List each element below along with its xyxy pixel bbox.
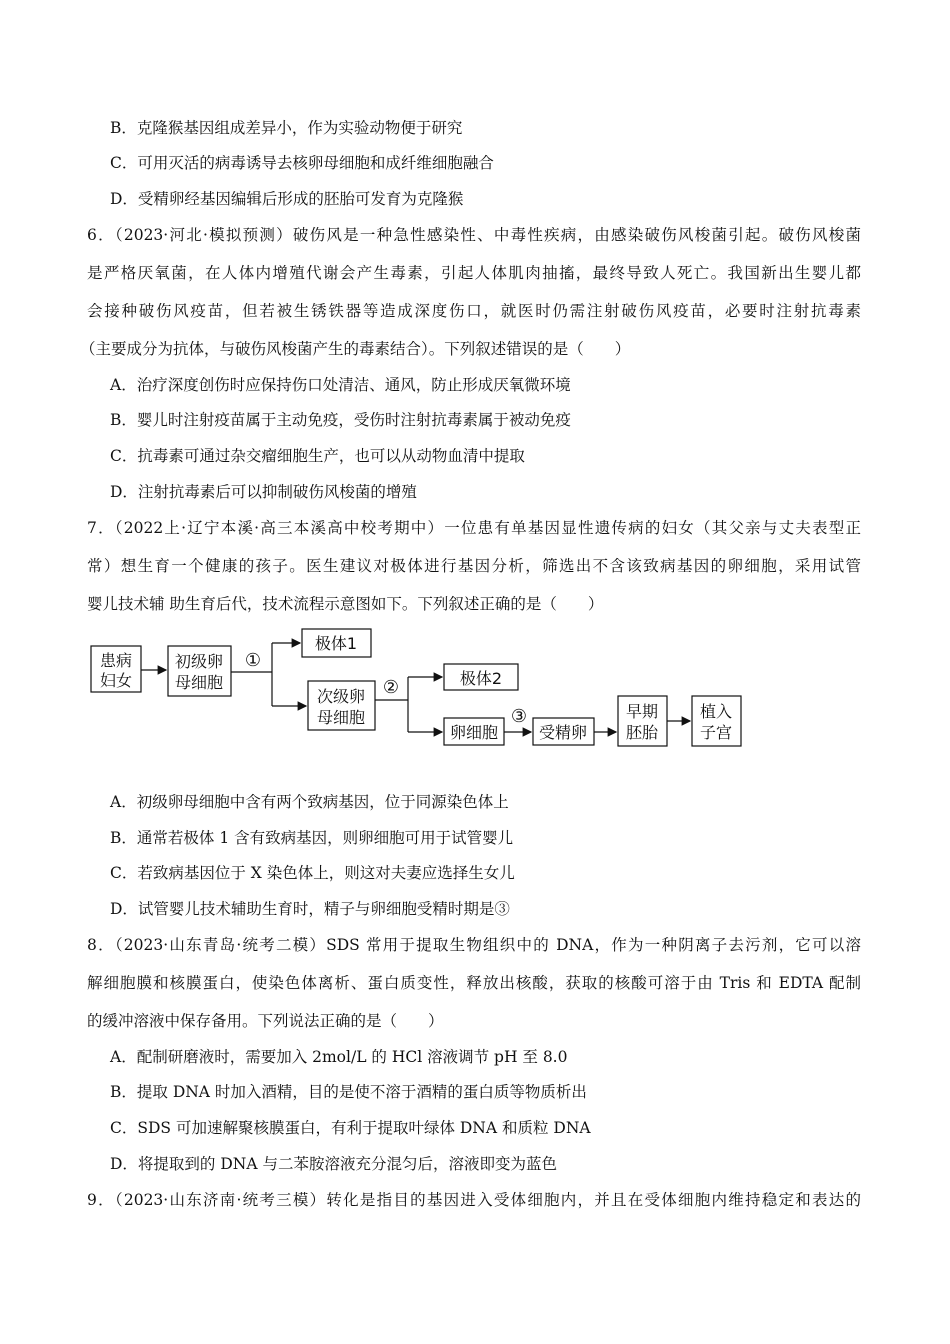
egg-label: 卵细胞 — [449, 723, 499, 742]
q8-option-c: C．SDS 可加速解聚核膜蛋白，有利于提取叶绿体 DNA 和质粒 DNA — [110, 1119, 591, 1137]
q6-option-d: D．注射抗毒素后可以抑制破伤风梭菌的增殖 — [110, 483, 417, 501]
patient-label-2: 妇女 — [99, 671, 133, 690]
polar-body-1-label: 极体1 — [314, 634, 358, 653]
secondary-oocyte-label-2: 母细胞 — [316, 708, 366, 727]
q6-stem-line2: 是严格厌氧菌，在人体内增殖代谢会产生毒素，引起人体肌肉抽搐，最终导致人死亡。我国新出生婴儿都 — [87, 264, 861, 282]
q7-option-b: B．通常若极体 1 含有致病基因，则卵细胞可用于试管婴儿 — [110, 829, 514, 847]
primary-oocyte-label-1: 初级卵 — [174, 652, 224, 671]
q5-option-c: C．可用灭活的病毒诱导去核卵母细胞和成纤维细胞融合 — [110, 154, 494, 172]
early-embryo-label-2: 胚胎 — [625, 723, 659, 742]
step-1-marker: ① — [244, 650, 262, 671]
fertilized-egg-label: 受精卵 — [538, 723, 588, 742]
implant-label-1: 植入 — [699, 702, 733, 721]
q7-option-d: D．试管婴儿技术辅助生育时，精子与卵细胞受精时期是③ — [110, 900, 510, 918]
q6-option-c: C．抗毒素可通过杂交瘤细胞生产，也可以从动物血清中提取 — [110, 447, 525, 465]
q5-option-d: D．受精卵经基因编辑后形成的胚胎可发育为克隆猴 — [110, 190, 464, 208]
q8-stem-line2: 解细胞膜和核膜蛋白，使染色体离析、蛋白质变性，释放出核酸，获取的核酸可溶于由 Tris 和 EDTA 配制 — [87, 974, 861, 992]
q7-option-a: A．初级卵母细胞中含有两个致病基因，位于同源染色体上 — [110, 793, 509, 811]
patient-label-1: 患病 — [99, 651, 133, 670]
early-embryo-label-1: 早期 — [625, 702, 659, 721]
q6-stem-line1: 6．（2023·河北·模拟预测）破伤风是一种急性感染性、中毒性疾病，由感染破伤风梭菌引起。破伤风梭菌 — [87, 226, 861, 244]
q6-stem-line3: 会接种破伤风疫苗，但若被生锈铁器等造成深度伤口，就医时仍需注射破伤风疫苗，必要时注射抗毒素 — [87, 302, 861, 320]
q7-stem-line3: 婴儿技术辅 助生育后代，技术流程示意图如下。下列叙述正确的是（ ） — [87, 595, 604, 613]
q7-option-c: C．若致病基因位于 X 染色体上，则这对夫妻应选择生女儿 — [110, 864, 515, 882]
secondary-oocyte-label-1: 次级卵 — [316, 687, 366, 706]
q6-stem-line4: （主要成分为抗体，与破伤风梭菌产生的毒素结合）。下列叙述错误的是（ ） — [80, 340, 631, 358]
step-3-marker: ③ — [510, 706, 528, 727]
implant-label-2: 子宫 — [699, 723, 733, 742]
ivf-flow-diagram — [88, 628, 768, 753]
q7-stem-line2: 常）想生育一个健康的孩子。医生建议对极体进行基因分析，筛选出不含该致病基因的卵细胞，采用试管 — [87, 557, 861, 575]
q8-option-a: A．配制研磨液时，需要加入 2mol/L 的 HCl 溶液调节 pH 至 8.0 — [110, 1048, 568, 1066]
q8-option-d: D．将提取到的 DNA 与二苯胺溶液充分混匀后，溶液即变为蓝色 — [110, 1155, 557, 1173]
q6-option-b: B．婴儿时注射疫苗属于主动免疫，受伤时注射抗毒素属于被动免疫 — [110, 411, 571, 429]
q6-option-a: A．治疗深度创伤时应保持伤口处清洁、通风，防止形成厌氧微环境 — [110, 376, 571, 394]
step-2-marker: ② — [382, 677, 400, 698]
primary-oocyte-label-2: 母细胞 — [174, 673, 224, 692]
q9-stem-line1: 9．（2023·山东济南·统考三模）转化是指目的基因进入受体细胞内，并且在受体细胞内维持稳定和表达的 — [87, 1191, 861, 1209]
q7-stem-line1: 7．（2022上·辽宁本溪·高三本溪高中校考期中）一位患有单基因显性遗传病的妇女（其父亲与丈夫表型正 — [87, 519, 861, 537]
q5-option-b: B．克隆猴基因组成差异小，作为实验动物便于研究 — [110, 119, 463, 137]
q8-option-b: B．提取 DNA 时加入酒精，目的是使不溶于酒精的蛋白质等物质析出 — [110, 1083, 587, 1101]
q8-stem-line1: 8．（2023·山东青岛·统考二模）SDS 常用于提取生物组织中的 DNA，作为一种阴离子去污剂，它可以溶 — [87, 936, 861, 954]
polar-body-2-label: 极体2 — [459, 669, 503, 688]
q8-stem-line3: 的缓冲溶液中保存备用。下列说法正确的是（ ） — [87, 1012, 444, 1030]
